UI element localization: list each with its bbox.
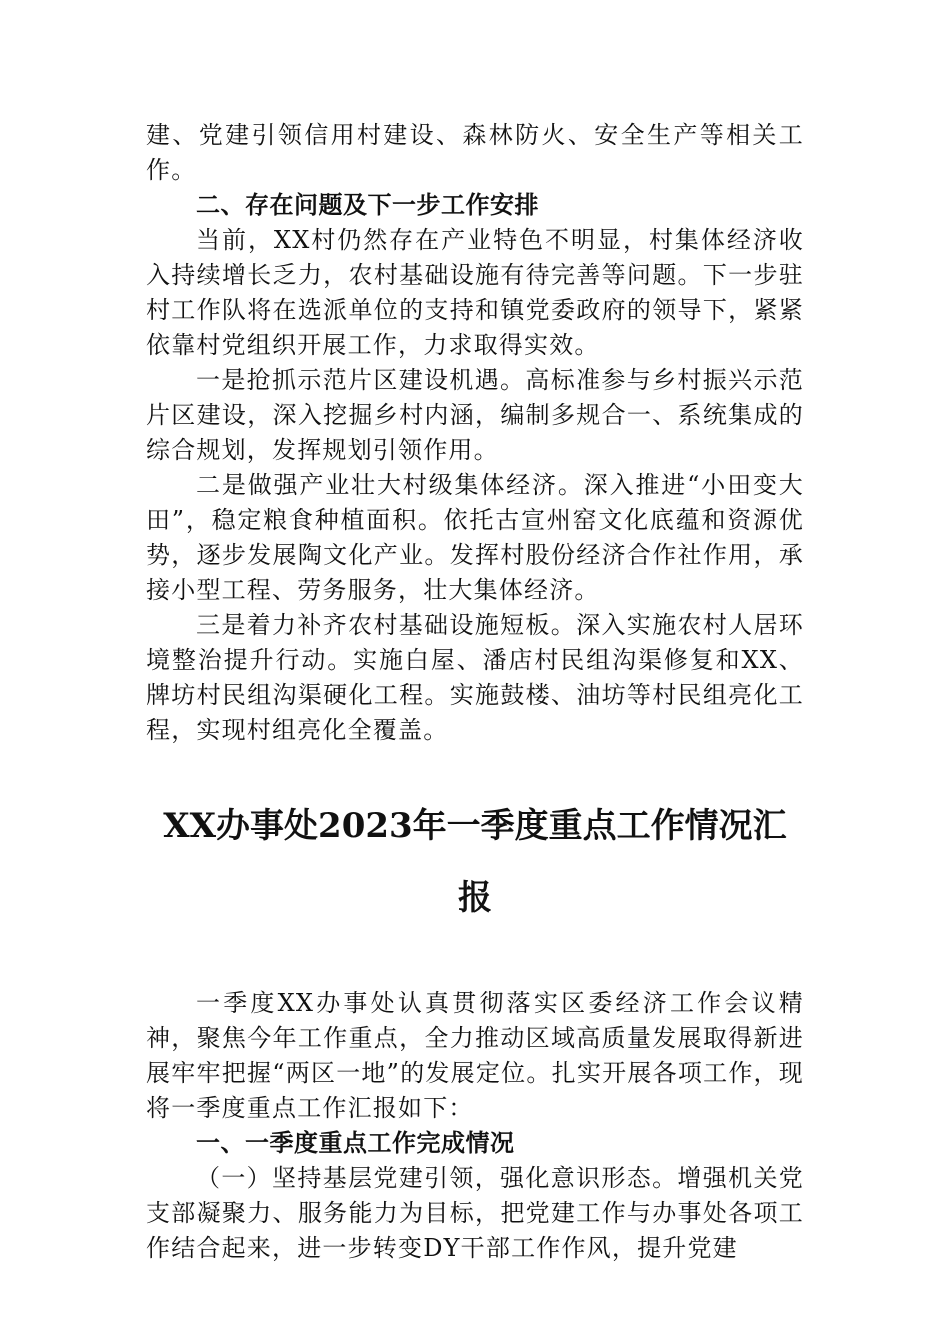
paragraph-party-building: （一）坚持基层党建引领，强化意识形态。增强机关党支部凝聚力、服务能力为目标，把党建工作与办事处各项工作结合起来，进一步转变DY干部工作作风，提升党建 xyxy=(146,1164,804,1262)
paragraph-point-three: 三是着力补齐农村基础设施短板。深入实施农村人居环境整治提升行动。实施白屋、潘店村民组沟渠修复和XX、牌坊村民组沟渠硬化工程。实施鼓楼、油坊等村民组亮化工程，实现村组亮化全覆盖。 xyxy=(146,611,804,744)
report-title-line1: XX办事处2023年一季度重点工作情况汇 xyxy=(163,806,787,846)
paragraph-current-status: 当前，XX村仍然存在产业特色不明显，村集体经济收入持续增长乏力，农村基础设施有待完善等问题。下一步驻村工作队将在选派单位的支持和镇党委政府的领导下，紧紧依靠村党组织开展工作，力求取得实效。 xyxy=(146,226,804,359)
report-title xyxy=(146,790,804,934)
section-heading-problems: 二、存在问题及下一步工作安排 xyxy=(196,191,539,219)
paragraph-tail: 建、党建引领信用村建设、森林防火、安全生产等相关工作。 xyxy=(146,121,804,184)
section-heading-completion: 一、一季度重点工作完成情况 xyxy=(196,1129,515,1157)
report-title-line2: 报 xyxy=(458,878,492,918)
paragraph-point-two: 二是做强产业壮大村级集体经济。深入推进“小田变大田”，稳定粮食种植面积。依托古宣州窑文化底蕴和资源优势，逐步发展陶文化产业。发挥村股份经济合作社作用，承接小型工程、劳务服务，壮大集体经济。 xyxy=(146,471,804,604)
paragraph-point-one: 一是抢抓示范片区建设机遇。高标准参与乡村振兴示范片区建设，深入挖掘乡村内涵，编制多规合一、系统集成的综合规划，发挥规划引领作用。 xyxy=(146,366,804,464)
paragraph-intro: 一季度XX办事处认真贯彻落实区委经济工作会议精神，聚焦今年工作重点，全力推动区域高质量发展取得新进展牢牢把握“两区一地”的发展定位。扎实开展各项工作，现将一季度重点工作汇报如下： xyxy=(146,989,804,1122)
